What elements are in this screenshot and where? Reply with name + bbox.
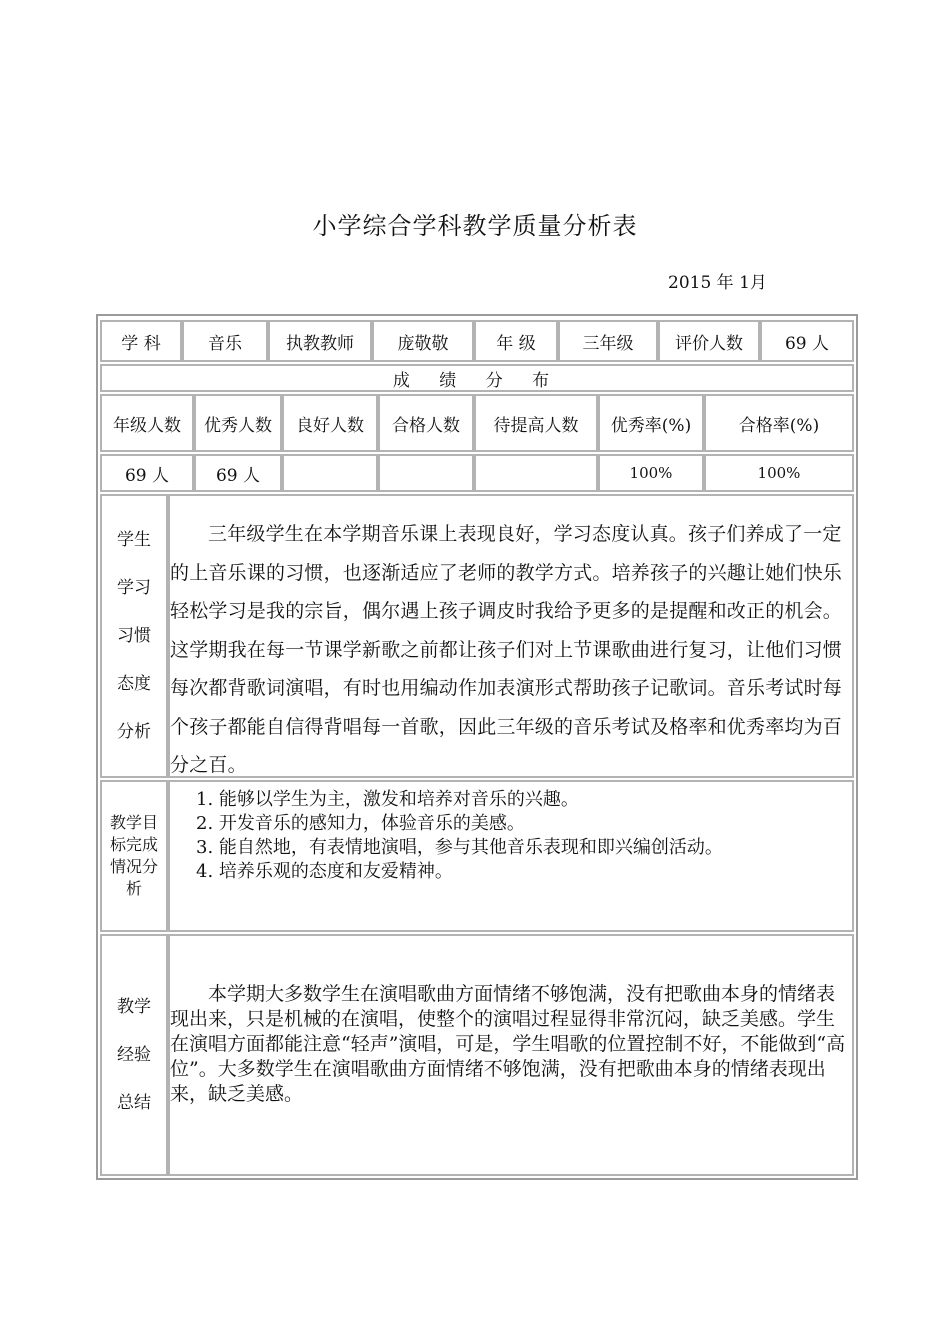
score-value [474,454,598,492]
habits-analysis [168,494,854,778]
score-header: 优秀人数 [194,394,282,452]
habits-label: 学生 学习 习惯 态度 分析 [100,494,168,778]
eval-count-value: 69 人 [760,320,854,362]
teacher-label: 执教教师 [268,320,372,362]
goals-analysis [168,780,854,932]
list-item: 4. 培养乐观的态度和友爱精神。 [196,861,453,882]
report-date: 2015 年 1月 [668,273,767,293]
grade-value: 三年级 [558,320,658,362]
score-header: 合格人数 [378,394,474,452]
score-distribution-title: 成 绩 分 布 [100,364,854,392]
goals-list [170,788,723,884]
score-value: 100% [598,454,704,492]
page-title: 小学综合学科教学质量分析表 [312,212,638,240]
list-item: 1. 能够以学生为主，激发和培养对音乐的兴趣。 [196,789,579,810]
goals-label: 教学目 标完成 情况分 析 [100,780,168,932]
teacher-value: 庞敬敬 [372,320,474,362]
eval-count-label: 评价人数 [658,320,760,362]
grade-label: 年 级 [474,320,558,362]
list-item: 3. 能自然地，有表情地演唱，参与其他音乐表现和即兴编创活动。 [196,837,723,858]
summary-label: 教学 经验 总结 [100,934,168,1176]
list-item: 2. 开发音乐的感知力，体验音乐的美感。 [196,813,525,834]
habits-text: 三年级学生在本学期音乐课上表现良好，学习态度认真。孩子们养成了一定的上音乐课的习惯，也逐渐适应了老师的教学方式。培养孩子的兴趣让她们快乐轻松学习是我的宗旨，偶尔遇上孩子调皮时我给予更多的是提醒和改正的机会。这学期我在每一节课学新歌之前都让孩子们对上节课歌曲进行复习，让他们习惯每次都背歌词演唱，有时也用编动作加表演形式帮助孩子记歌词。音乐考试时每个孩子都能自信得背唱每一首歌，因此三年级的音乐考试及格率和优秀率均为百分之百。 [170,523,843,776]
score-header: 待提高人数 [474,394,598,452]
score-value: 69 人 [194,454,282,492]
score-header: 合格率(%) [704,394,854,452]
score-header: 优秀率(%) [598,394,704,452]
subject-value: 音乐 [182,320,268,362]
teaching-summary [168,934,854,1176]
score-value: 69 人 [100,454,194,492]
subject-label: 学 科 [100,320,182,362]
score-value [378,454,474,492]
score-value [282,454,378,492]
summary-text: 本学期大多数学生在演唱歌曲方面情绪不够饱满，没有把歌曲本身的情绪表现出来，只是机械的在演唱，使整个的演唱过程显得非常沉闷，缺乏美感。学生在演唱方面都能注意“轻声”演唱，可是，学生唱歌的位置控制不好，不能做到“高位”。大多数学生在演唱歌曲方面情绪不够饱满，没有把歌曲本身的情绪表现出来，缺乏美感。 [170,983,846,1105]
score-value: 100% [704,454,854,492]
score-header: 良好人数 [282,394,378,452]
score-header: 年级人数 [100,394,194,452]
